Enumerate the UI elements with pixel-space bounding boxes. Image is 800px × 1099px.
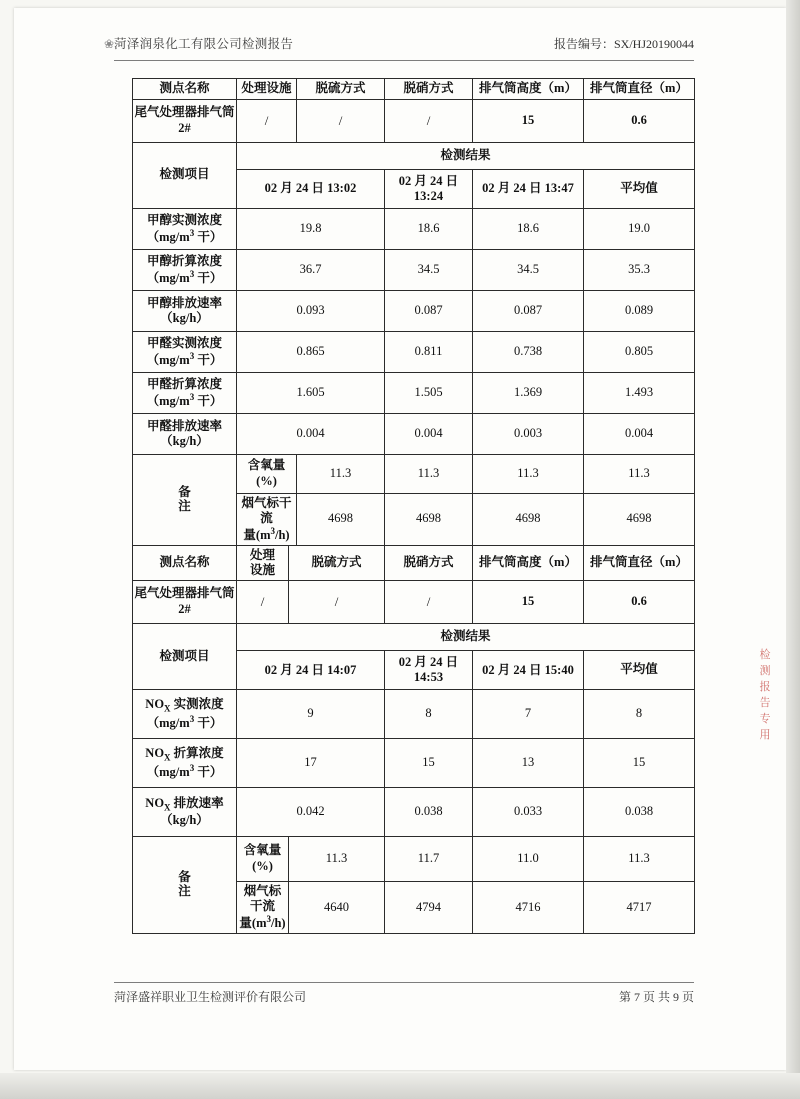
cell-desulfur: / bbox=[289, 581, 385, 624]
row-label-methanol-measured: 甲醇实测浓度 （$mg/m^3$ 干） bbox=[133, 208, 237, 249]
table-row bbox=[133, 837, 695, 882]
cell-value: 0.087 bbox=[473, 290, 584, 331]
cell-value: 0.087 bbox=[385, 290, 473, 331]
cell-average: 0.089 bbox=[584, 290, 695, 331]
cell-average: 8 bbox=[584, 690, 695, 739]
document-paper bbox=[14, 8, 786, 1070]
row-label-methanol-rate: 甲醇排放速率 （kg/h） bbox=[133, 290, 237, 331]
cell-value: 34.5 bbox=[385, 249, 473, 290]
cell-value: 18.6 bbox=[473, 208, 584, 249]
table-2 bbox=[132, 545, 695, 934]
row-label-methanol-converted: 甲醇折算浓度 （$mg/m^3$ 干） bbox=[133, 249, 237, 290]
table-row bbox=[133, 413, 695, 454]
cell-value: 1.605 bbox=[237, 372, 385, 413]
cell-value: 11.0 bbox=[473, 837, 584, 882]
cell-stack-diameter: 0.6 bbox=[584, 99, 695, 142]
cell-value: 17 bbox=[237, 739, 385, 788]
cell-value: 11.7 bbox=[385, 837, 473, 882]
th-treatment: 处理 设施 bbox=[237, 546, 289, 581]
row-label-nox-converted: $NO_X$ 折算浓度 （$mg/m^3$ 干） bbox=[133, 739, 237, 788]
header-logo-icon: ❀ bbox=[104, 37, 115, 51]
table-row bbox=[133, 690, 695, 739]
table-row bbox=[133, 208, 695, 249]
table-row bbox=[133, 788, 695, 837]
th-item: 检测项目 bbox=[133, 624, 237, 690]
cell-average: 0.038 bbox=[584, 788, 695, 837]
cell-value: 0.003 bbox=[473, 413, 584, 454]
report-number bbox=[554, 35, 694, 52]
cell-value: 13 bbox=[473, 739, 584, 788]
th-time-1: 02 月 24 日 13:02 bbox=[237, 169, 385, 208]
cell-average: 1.493 bbox=[584, 372, 695, 413]
stamp-char: 报 bbox=[759, 680, 771, 693]
th-results: 检测结果 bbox=[237, 624, 695, 651]
table-row bbox=[133, 79, 695, 100]
table-row bbox=[133, 331, 695, 372]
th-point-name: 测点名称 bbox=[133, 546, 237, 581]
cell-value: 4698 bbox=[385, 493, 473, 545]
cell-average: 35.3 bbox=[584, 249, 695, 290]
th-stack-diameter: 排气筒直径（m） bbox=[584, 79, 695, 100]
cell-desulfur: / bbox=[297, 99, 385, 142]
cell-treatment: / bbox=[237, 581, 289, 624]
cell-average: 15 bbox=[584, 739, 695, 788]
cell-stack-diameter: 0.6 bbox=[584, 581, 695, 624]
row-label-formaldehyde-converted: 甲醛折算浓度 （$mg/m^3$ 干） bbox=[133, 372, 237, 413]
th-time-3: 02 月 24 日 13:47 bbox=[473, 169, 584, 208]
stamp-char: 检 bbox=[759, 649, 771, 661]
cell-value: 4698 bbox=[297, 493, 385, 545]
row-label-formaldehyde-measured: 甲醛实测浓度 （$mg/m^3$ 干） bbox=[133, 331, 237, 372]
th-time-2: 02 月 24 日 13:24 bbox=[385, 169, 473, 208]
cell-value: 4698 bbox=[473, 493, 584, 545]
footer-divider bbox=[114, 982, 694, 983]
cell-value: 11.3 bbox=[473, 454, 584, 493]
row-label-nox-rate: $NO_X$ 排放速率 （kg/h） bbox=[133, 788, 237, 837]
header-title: 菏泽润泉化工有限公司检测报告 bbox=[114, 37, 294, 51]
cell-average: 4717 bbox=[584, 882, 695, 934]
table-row bbox=[133, 546, 695, 581]
cell-value: 0.004 bbox=[237, 413, 385, 454]
cell-stack-height: 15 bbox=[473, 581, 584, 624]
report-number-value: SX/HJ20190044 bbox=[613, 37, 694, 51]
cell-value: 4794 bbox=[385, 882, 473, 934]
table-1 bbox=[132, 78, 695, 546]
cell-value: 0.738 bbox=[473, 331, 584, 372]
cell-value: 0.004 bbox=[385, 413, 473, 454]
table-row bbox=[133, 99, 695, 142]
cell-value: 4640 bbox=[289, 882, 385, 934]
row-label-nox-measured: $NO_X$ 实测浓度 （$mg/m^3$ 干） bbox=[133, 690, 237, 739]
table-row bbox=[133, 290, 695, 331]
cell-value: 18.6 bbox=[385, 208, 473, 249]
cell-average: 4698 bbox=[584, 493, 695, 545]
cell-value: 7 bbox=[473, 690, 584, 739]
cell-value: 4716 bbox=[473, 882, 584, 934]
cell-denitr: / bbox=[385, 99, 473, 142]
table-row bbox=[133, 372, 695, 413]
th-point-name: 测点名称 bbox=[133, 79, 237, 100]
cell-treatment: / bbox=[237, 99, 297, 142]
cell-average: 0.805 bbox=[584, 331, 695, 372]
cell-value: 0.038 bbox=[385, 788, 473, 837]
page-footer bbox=[114, 988, 694, 1005]
stamp-char: 告 bbox=[759, 696, 771, 709]
table-row bbox=[133, 581, 695, 624]
cell-value: 11.3 bbox=[385, 454, 473, 493]
th-time-1: 02 月 24 日 14:07 bbox=[237, 651, 385, 690]
th-results: 检测结果 bbox=[237, 142, 695, 169]
th-time-3: 02 月 24 日 15:40 bbox=[473, 651, 584, 690]
stamp-char: 测 bbox=[759, 664, 771, 677]
table-row bbox=[133, 739, 695, 788]
measurement-table-1 bbox=[132, 78, 694, 546]
page-edge-shadow-right bbox=[786, 0, 800, 1099]
page-edge-shadow-bottom bbox=[0, 1073, 800, 1099]
cell-value: 34.5 bbox=[473, 249, 584, 290]
th-stack-height: 排气筒高度（m） bbox=[473, 546, 584, 581]
header-divider bbox=[114, 60, 694, 61]
cell-point-name: 尾气处理器排气筒 2# bbox=[133, 99, 237, 142]
th-treatment-text: 处理设施 bbox=[241, 81, 292, 95]
stamp-char: 用 bbox=[759, 728, 771, 741]
cell-value: 0.811 bbox=[385, 331, 473, 372]
cell-stack-height: 15 bbox=[473, 99, 584, 142]
cell-value: 1.505 bbox=[385, 372, 473, 413]
th-treatment bbox=[237, 79, 297, 100]
table-row bbox=[133, 624, 695, 651]
th-desulfur: 脱硫方式 bbox=[297, 79, 385, 100]
measurement-table-2 bbox=[132, 545, 694, 934]
stamp-char: 专 bbox=[759, 712, 771, 725]
table-row bbox=[133, 249, 695, 290]
cell-value: 15 bbox=[385, 739, 473, 788]
remark-label: 备 注 bbox=[133, 454, 237, 545]
cell-denitr: / bbox=[385, 581, 473, 624]
remark-label-flow: 烟气标干流 量$(m^3/h)$ bbox=[237, 493, 297, 545]
footer-company: 菏泽盛祥职业卫生检测评价有限公司 bbox=[114, 990, 307, 1004]
cell-value: 11.3 bbox=[289, 837, 385, 882]
page-header bbox=[114, 34, 694, 52]
cell-value: 9 bbox=[237, 690, 385, 739]
cell-average: 19.0 bbox=[584, 208, 695, 249]
th-stack-diameter: 排气筒直径（m） bbox=[584, 546, 695, 581]
cell-value: 19.8 bbox=[237, 208, 385, 249]
cell-value: 0.865 bbox=[237, 331, 385, 372]
cell-value: 11.3 bbox=[297, 454, 385, 493]
table-row bbox=[133, 454, 695, 493]
th-denitr: 脱硝方式 bbox=[385, 546, 473, 581]
th-denitr: 脱硝方式 bbox=[385, 79, 473, 100]
remark-label: 备 注 bbox=[133, 837, 237, 934]
cell-value: 36.7 bbox=[237, 249, 385, 290]
cell-average: 0.004 bbox=[584, 413, 695, 454]
cell-value: 0.033 bbox=[473, 788, 584, 837]
th-item: 检测项目 bbox=[133, 142, 237, 208]
footer-page-number: 第 7 页 共 9 页 bbox=[618, 990, 694, 1004]
th-average: 平均值 bbox=[584, 169, 695, 208]
th-average: 平均值 bbox=[584, 651, 695, 690]
cell-point-name: 尾气处理器排气筒 2# bbox=[133, 581, 237, 624]
row-label-formaldehyde-rate: 甲醛排放速率 （kg/h） bbox=[133, 413, 237, 454]
cell-value: 0.093 bbox=[237, 290, 385, 331]
remark-label-flow: 烟气标干流 量$(m^3/h)$ bbox=[237, 882, 289, 934]
remark-label-oxygen: 含氧量(%) bbox=[237, 837, 289, 882]
th-desulfur: 脱硫方式 bbox=[289, 546, 385, 581]
cell-average: 11.3 bbox=[584, 837, 695, 882]
stamp-text bbox=[756, 648, 774, 744]
cell-average: 11.3 bbox=[584, 454, 695, 493]
th-time-2: 02 月 24 日 14:53 bbox=[385, 651, 473, 690]
th-stack-height: 排气筒高度（m） bbox=[473, 79, 584, 100]
report-number-label: 报告编号： bbox=[553, 37, 614, 51]
table-row bbox=[133, 142, 695, 169]
cell-value: 8 bbox=[385, 690, 473, 739]
remark-label-oxygen: 含氧量(%) bbox=[237, 454, 297, 493]
cell-value: 0.042 bbox=[237, 788, 385, 837]
cell-value: 1.369 bbox=[473, 372, 584, 413]
